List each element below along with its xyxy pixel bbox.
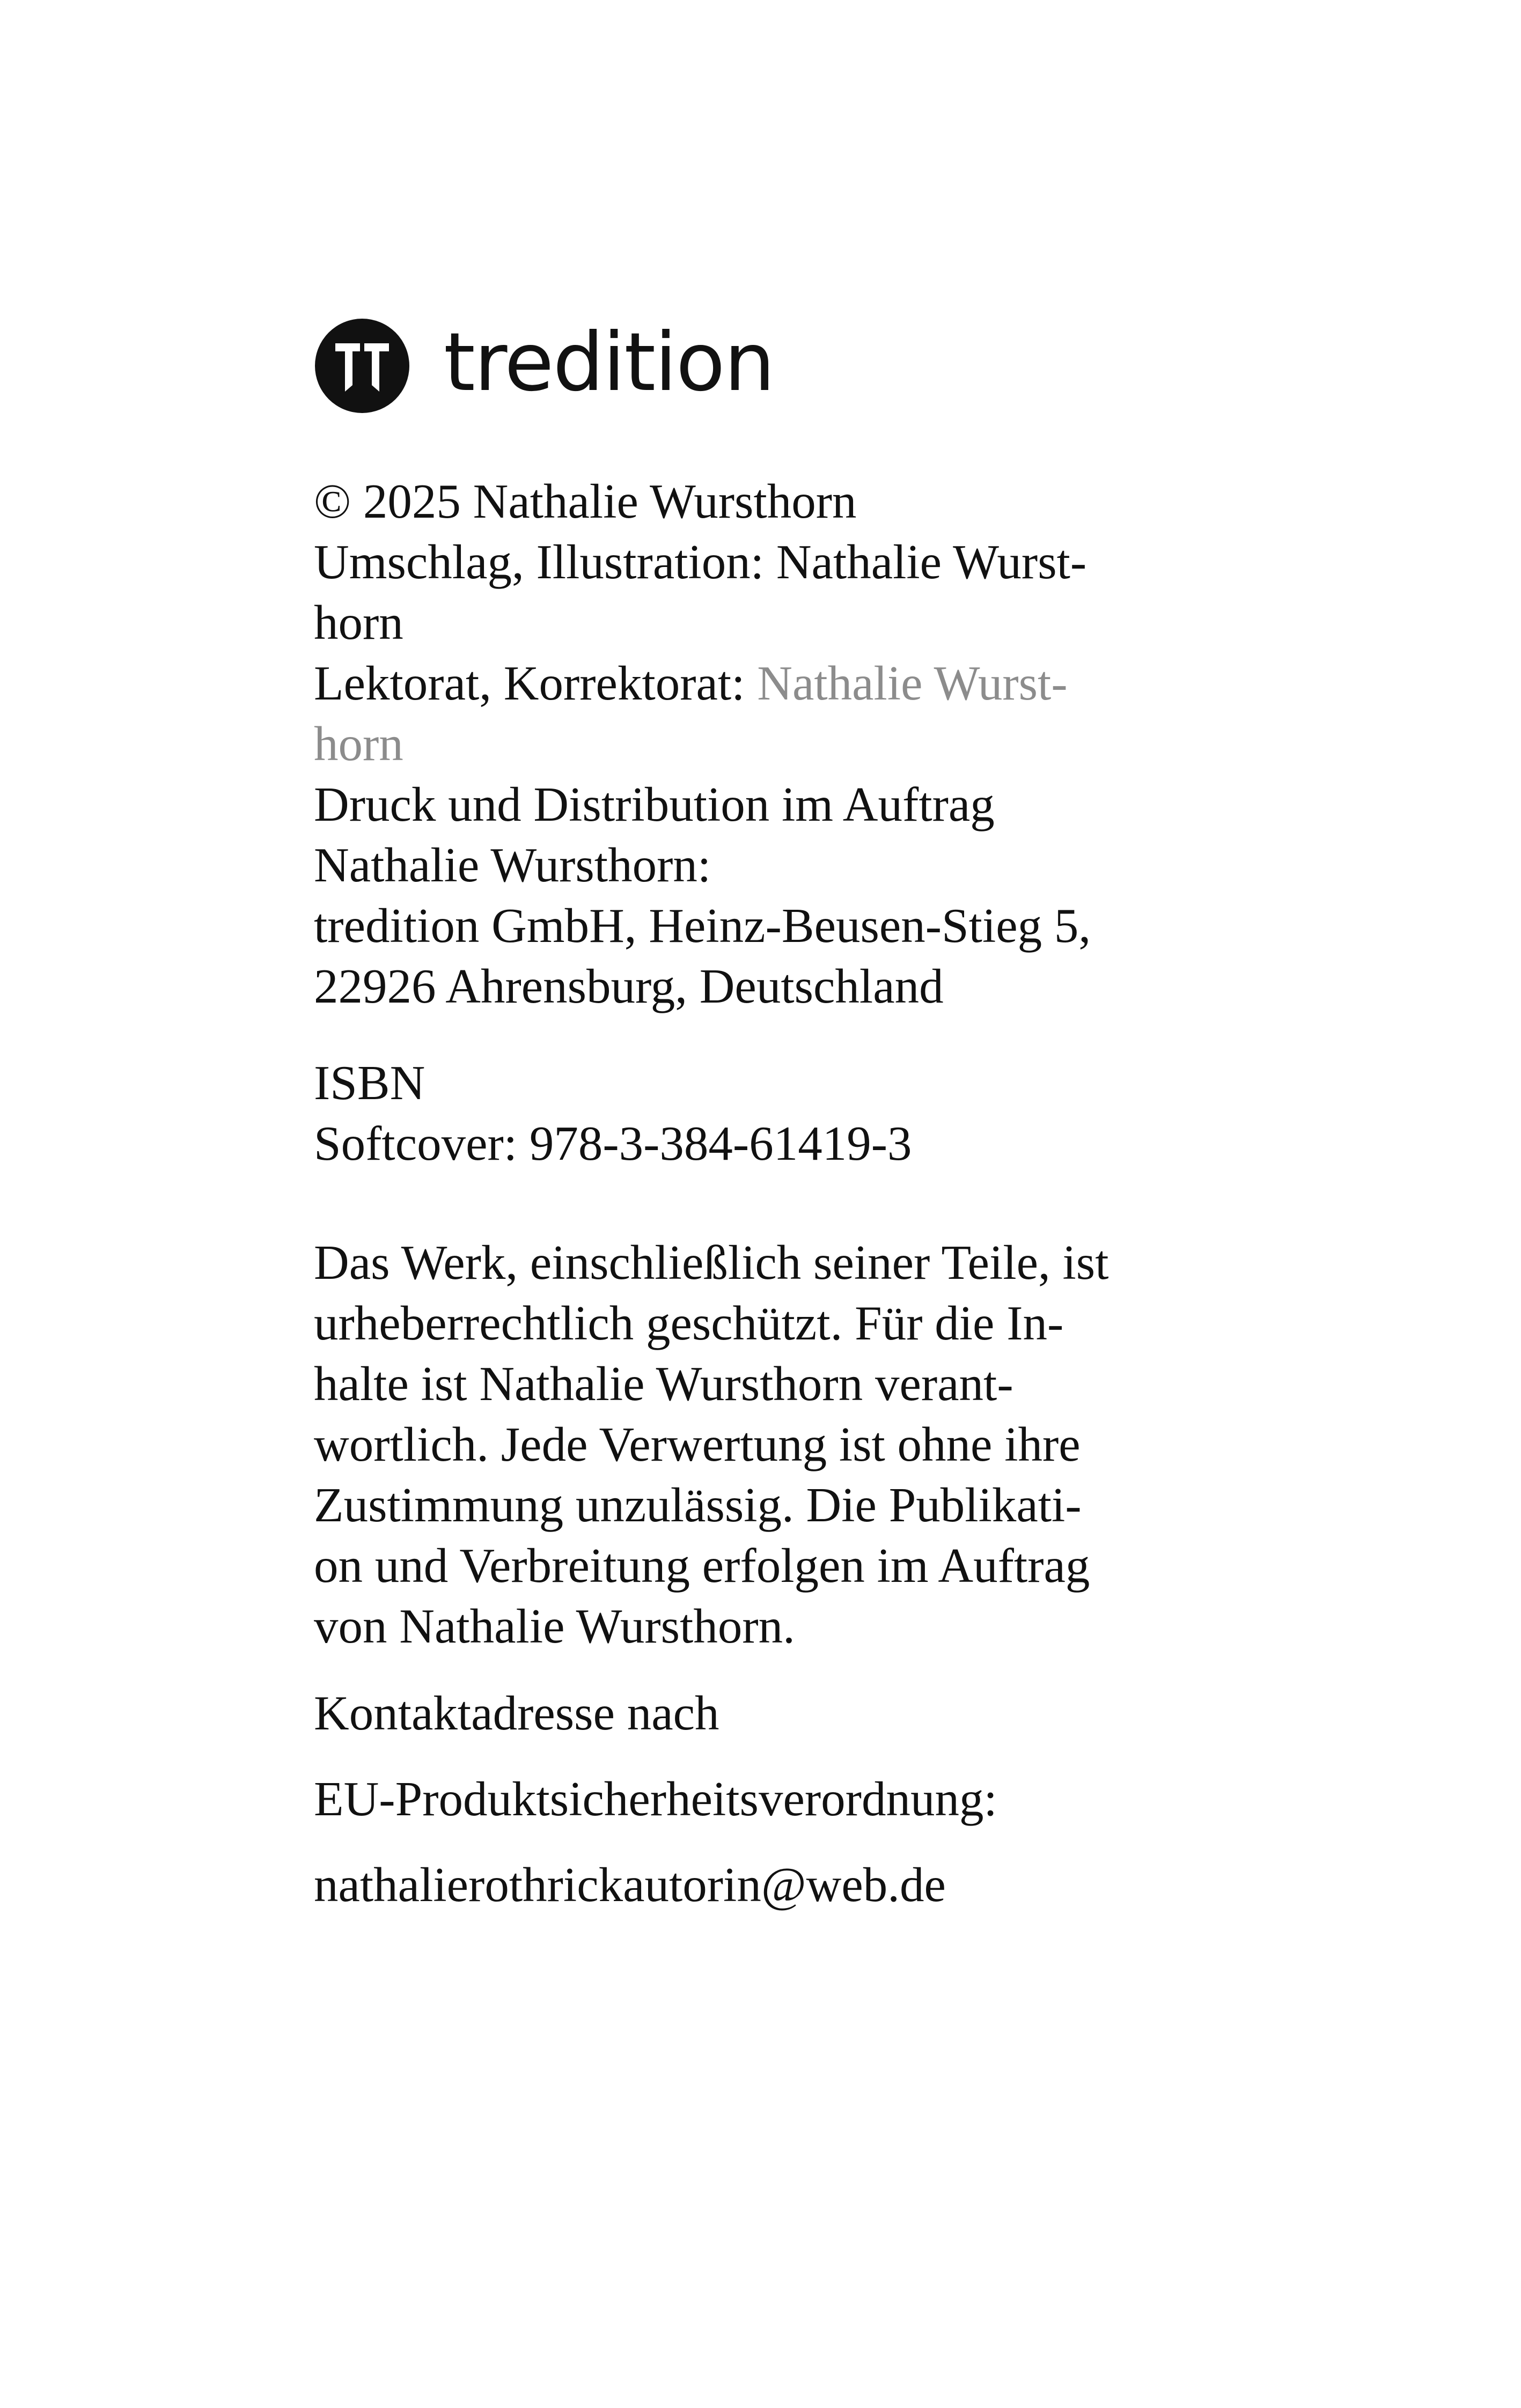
cover-credit-line-1: Umschlag, Illustration: Nathalie Wurst- [314,535,1087,589]
cover-credit-line-2: horn [314,595,403,650]
contact-regulation [314,1769,1194,1829]
distribution-line-2: Nathalie Wursthorn: [314,838,711,892]
copyright-line: © 2025 Nathalie Wursthorn [314,474,857,528]
contact-email: nathalierothrickautorin@web.de [314,1858,946,1912]
legal-notice-line: on und Verbreitung erfolgen im Auftrag [314,1538,1090,1593]
contact-line-2: EU-Produktsicherheitsverordnung: [314,1772,997,1826]
legal-notice-line: Zustimmung unzulässig. Die Publikati- [314,1478,1082,1532]
address-line-2: 22926 Ahrensburg, Deutschland [314,959,944,1013]
editing-credit-name-part-2: horn [314,717,403,771]
impressum-section [314,471,1194,1017]
publisher-logo [314,318,774,414]
contact-email-block [314,1854,1194,1915]
distribution-line-1: Druck und Distribution im Auftrag [314,777,995,831]
contact-heading [314,1683,1194,1743]
address-line-1: tredition GmbH, Heinz-Beusen-Stieg 5, [314,899,1091,953]
legal-notice-line: urheberrechtlich geschützt. Für die In- [314,1296,1064,1350]
legal-notice-line: wortlich. Jede Verwertung ist ohne ihre [314,1417,1081,1471]
legal-notice-line: halte ist Nathalie Wursthorn verant- [314,1357,1013,1411]
legal-notice-line: Das Werk, einschließlich seiner Teile, ist [314,1235,1109,1290]
publisher-logo-wordmark: tredition [444,316,774,409]
isbn-softcover: Softcover: 978-3-384-61419-3 [314,1116,912,1170]
legal-notice [314,1232,1194,1656]
editing-credit-line-1 [314,653,1194,713]
isbn-label: ISBN [314,1056,425,1110]
editing-credit-name-part-1: Nathalie Wurst- [757,656,1068,710]
contact-line-1: Kontaktadresse nach [314,1686,719,1740]
isbn-section [314,1052,1194,1174]
legal-notice-line: von Nathalie Wursthorn. [314,1599,795,1653]
tredition-logo-icon [314,318,410,414]
editing-credit-label: Lektorat, Korrektorat: [314,656,758,710]
